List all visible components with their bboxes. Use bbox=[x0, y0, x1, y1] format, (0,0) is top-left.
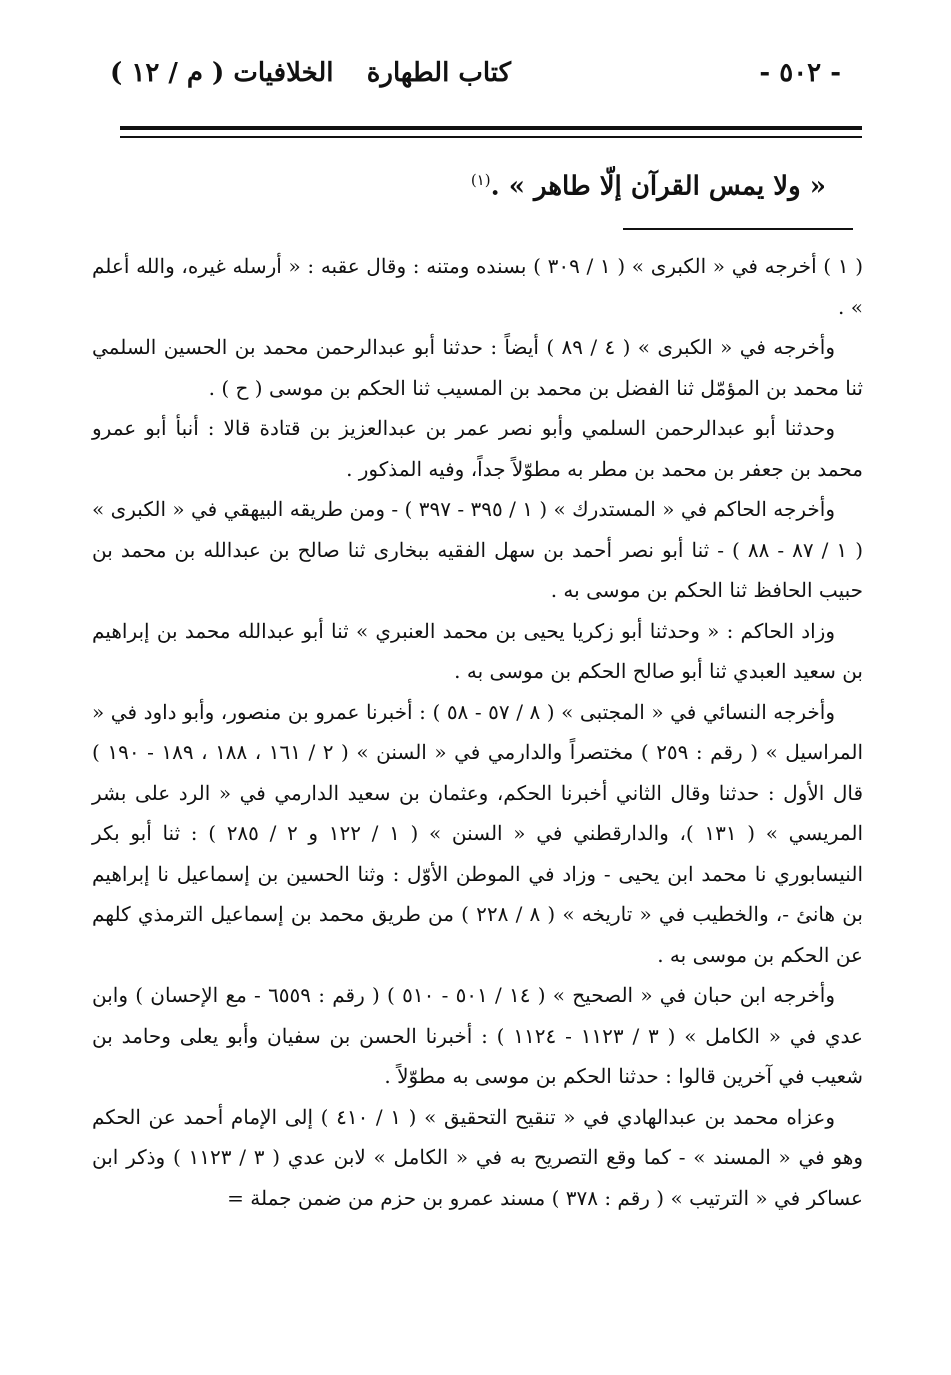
footnote-paragraph: وعزاه محمد بن عبدالهادي في « تنقيح التحقيق » ( ١ / ٤١٠ ) إلى الإمام أحمد عن الحكم وهو في « المسند » - كما وقع التصريح به في « الكامل » لابن عدي ( ٣ / ١١٢٣ ) وذكر ابن عساكر في « الترتيب » ( رقم : ٣٧٨ ) مسند عمرو بن حزم من ضمن جملة = bbox=[92, 1104, 864, 1210]
book-title: كتاب الطهارة bbox=[366, 58, 511, 88]
footnote-paragraph: وأخرجه الحاكم في « المستدرك » ( ١ / ٣٩٥ - ٣٩٧ ) - ومن طريقه البيهقي في « الكبرى » ( ١ / ٨٧ - ٨٨ ) - ثنا أبو نصر أحمد بن سهل الفقيه ببخارى ثنا صالح بن عبدالله بن محمد بن حبيب الحافظ ثنا الحكم بن موسى به . bbox=[92, 497, 863, 602]
main-text-body: « ولا يمس القرآن إلّا طاهر » . bbox=[490, 171, 826, 202]
page-number: - ٥٠٢ - bbox=[759, 58, 841, 88]
footnote-reference: (١) bbox=[470, 171, 491, 189]
footnote-paragraph: وأخرجه في « الكبرى » ( ٤ / ٨٩ ) أيضاً : حدثنا أبو عبدالرحمن محمد بن الحسين السلمي ثنا محمد بن المؤمّل ثنا الفضل بن محمد بن المسيب ثنا الحكم بن موسى ( ح ) . bbox=[92, 335, 863, 400]
main-text bbox=[120, 158, 826, 209]
footnote-paragraph: وحدثنا أبو عبدالرحمن السلمي وأبو نصر عمر بن عبدالعزيز بن قتادة قالا : أنبأ أبو عمرو محمد بن جعفر بن محمد بن مطر به مطوّلاً جداً، وفيه المذكور . bbox=[92, 416, 863, 481]
footnote-paragraph: وأخرجه النسائي في « المجتبى » ( ٨ / ٥٧ - ٥٨ ) : أخبرنا عمرو بن منصور، وأبو داود في « المراسيل » ( رقم : ٢٥٩ ) مختصراً والدارمي في « السنن » ( ٢ / ١٦١ ، ١٨٨ ، ١٨٩ - ١٩٠ ) قال الأول : حدثنا وقال الثاني أخبرنا الحكم، وعثمان بن سعيد الدارمي في « الرد على بشر المريسي » ( ١٣١ )، والدارقطني في « السنن » ( ١ / ١٢٢ و ٢ / ٢٨٥ ) : ثنا أبو بكر النيسابوري نا محمد ابن يحيى - وزاد في الموطن الأوّل : وثنا الحسين بن إسماعيل نا إبراهيم بن هانئ -، والخطيب في « تاريخه » ( ٨ / ٢٢٨ ) من طريق محمد بن إسماعيل الترمذي كلهم عن الحكم بن موسى به . bbox=[92, 699, 864, 967]
footnote-paragraph: ( ١ ) أخرجه في « الكبرى » ( ١ / ٣٠٩ ) بسنده ومتنه : وقال عقبه : « أرسله غيره، والله أعلم » . bbox=[92, 254, 863, 319]
header-rule-thick bbox=[120, 126, 862, 130]
footnotes bbox=[92, 246, 863, 1218]
footnote-paragraph: وأخرجه ابن حبان في « الصحيح » ( ١٤ / ٥٠١ - ٥١٠ ) ( رقم : ٦٥٥٩ - مع الإحسان ) وابن عدي في « الكامل » ( ٣ / ١١٢٣ - ١١٢٤ ) : أخبرنا الحسن بن سفيان وأبو يعلى وحامد بن شعيب في آخرين قالوا : حدثنا الحكم بن موسى به مطوّلاً . bbox=[92, 983, 863, 1088]
section-title: الخلافيات ( م / ١٢ ) bbox=[110, 58, 334, 88]
footnote-paragraph: وزاد الحاكم : « وحدثنا أبو زكريا يحيى بن محمد العنبري » ثنا أبو عبدالله محمد بن إبراهيم بن سعيد العبدي ثنا أبو صالح الحكم بن موسى به . bbox=[92, 618, 863, 683]
footnote-separator bbox=[623, 228, 853, 230]
running-header bbox=[110, 58, 841, 98]
header-rule-thin bbox=[120, 136, 862, 138]
